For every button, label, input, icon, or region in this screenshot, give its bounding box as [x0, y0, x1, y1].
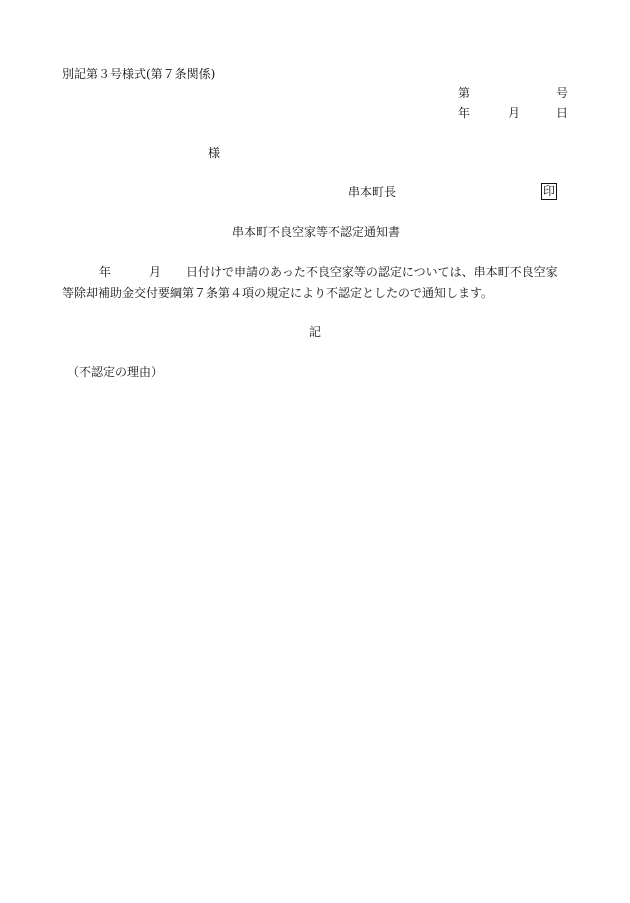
form-label: 別記第３号様式(第７条関係) [62, 67, 216, 81]
body-line-1: 日付けで申請のあった不良空家等の認定については、串本町不良空家 [186, 265, 558, 279]
date-day: 日 [556, 106, 569, 120]
document-title: 串本町不良空家等不認定通知書 [232, 225, 401, 239]
body-line-2: 等除却補助金交付要綱第７条第４項の規定により不認定としたので通知します。 [62, 286, 494, 300]
number-suffix: 号 [556, 86, 569, 100]
date-month: 月 [508, 106, 521, 120]
number-prefix: 第 [458, 86, 471, 100]
body-month: 月 [149, 265, 162, 279]
ki-heading: 記 [309, 325, 322, 339]
date-year: 年 [458, 106, 471, 120]
addressee-suffix: 様 [208, 146, 221, 160]
body-year: 年 [99, 265, 112, 279]
sender-title: 串本町長 [348, 185, 397, 199]
reason-label: （不認定の理由） [67, 365, 164, 379]
seal-mark: 印 [543, 184, 556, 198]
